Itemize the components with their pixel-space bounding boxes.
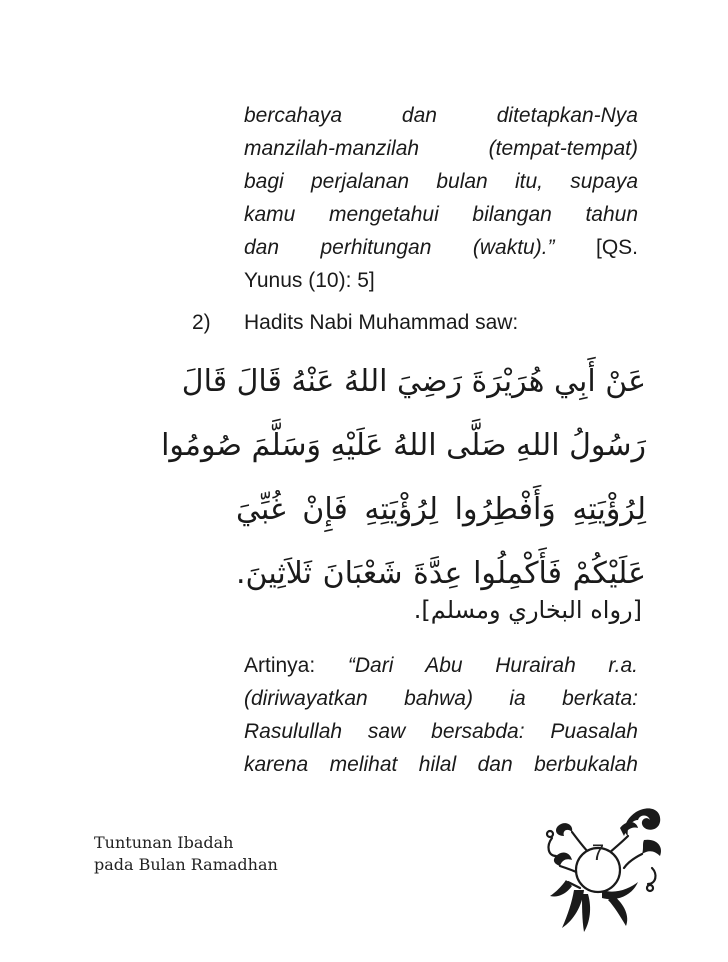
- translation-line: Rasulullah saw bersabda: Puasalah: [244, 720, 638, 743]
- quote-line: kamu mengetahui bilangan tahun: [244, 203, 638, 226]
- quote-line: bercahaya dan ditetapkan-Nya: [244, 104, 638, 127]
- hadith-arabic-text: [161, 350, 646, 606]
- citation-start: [QS.: [595, 236, 638, 259]
- list-number: 2): [192, 311, 211, 334]
- quran-quote-continuation: [244, 99, 638, 297]
- list-item-title: Hadits Nabi Muhammad saw:: [244, 311, 519, 334]
- page-number: 7: [591, 840, 605, 865]
- book-title-line: pada Bulan Ramadhan: [94, 855, 278, 874]
- translation-line: karena melihat hilal dan berbukalah: [244, 753, 638, 776]
- book-title-line: Tuntunan Ibadah: [94, 833, 234, 852]
- translation-label: Artinya:: [244, 654, 316, 677]
- translation-text: “Dari Abu Hurairah r.a.: [347, 654, 638, 677]
- hadith-source: [رواه البخاري ومسلم].: [413, 596, 642, 624]
- arabic-line: عَنْ أَبِي هُرَيْرَةَ رَضِيَ اللهُ عَنْهُ قَالَ قَالَ: [181, 364, 646, 399]
- arabic-line: رَسُولُ اللهِ صَلَّى اللهُ عَلَيْهِ وَسَلَّمَ صُومُوا: [161, 428, 646, 463]
- quote-line: [244, 231, 638, 264]
- translation-line: (diriwayatkan bahwa) ia berkata:: [244, 687, 638, 710]
- translation-line: [244, 649, 638, 682]
- quote-end-text: dan perhitungan (waktu).”: [244, 236, 555, 259]
- quote-line: bagi perjalanan bulan itu, supaya: [244, 170, 638, 193]
- arabic-line: لِرُؤْيَتِهِ وَأَفْطِرُوا لِرُؤْيَتِهِ فَإِنْ غُبِّيَ: [236, 492, 646, 527]
- arabic-line: عَلَيْكُمْ فَأَكْمِلُوا عِدَّةَ شَعْبَانَ ثَلاَثِينَ.: [236, 556, 646, 591]
- running-footer-title: [94, 832, 278, 876]
- quote-line: manzilah-manzilah (tempat-tempat): [244, 137, 638, 160]
- floral-ornament-icon: [528, 798, 668, 938]
- hadith-translation: [244, 649, 638, 781]
- citation-end: Yunus (10): 5]: [244, 269, 375, 292]
